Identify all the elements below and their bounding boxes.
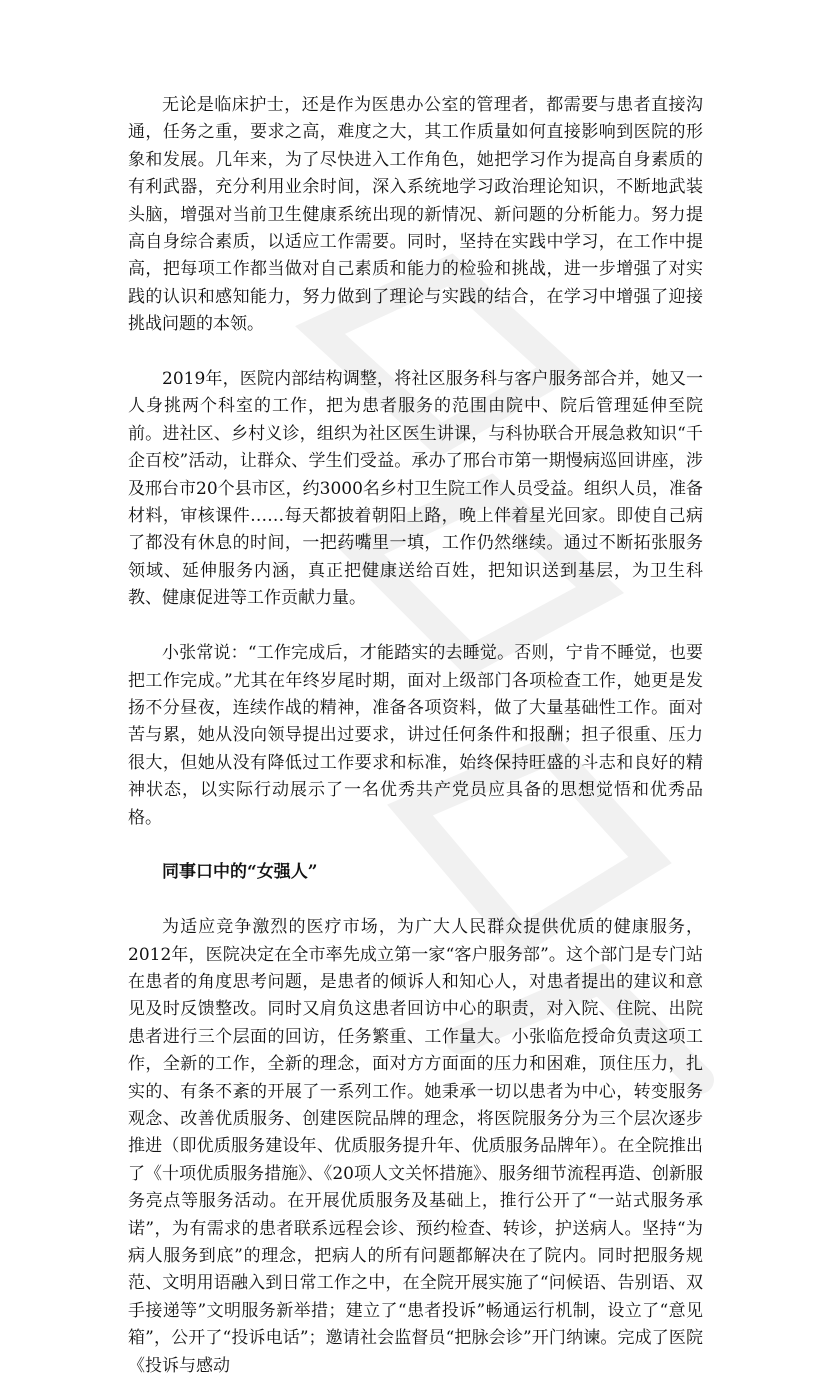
document-body [128,92,703,1380]
paragraph-dedication: 小张常说：“工作完成后，才能踏实的去睡觉。否则，宁肯不睡觉，也要把工作完成。”尤其在年终岁尾时期，面对上级部门各项检查工作，她更是发扬不分昼夜，连续作战的精神，准备各项资料，做了大量基础性工作。面对苦与累，她从没向领导提出过要求，讲过任何条件和报酬；担子很重、压力很大，但她从没有降低过工作要求和标准，始终保持旺盛的斗志和良好的精神状态，以实际行动展示了一名优秀共产党员应具备的思想觉悟和优秀品格。 [128,643,703,828]
paragraph-customer-service: 为适应竞争激烈的医疗市场，为广大人民群众提供优质的健康服务，2012年，医院决定在全市率先成立第一家“客户服务部”。这个部门是专门站在患者的角度思考问题，是患者的倾诉人和知心人，对患者提出的建议和意见及时反馈整改。同时又肩负这患者回访中心的职责，对入院、住院、出院患者进行三个层面的回访，任务繁重、工作量大。小张临危授命负责这项工作，全新的工作，全新的理念，面对方方面面的压力和困难，顶住压力，扎实的、有条不紊的开展了一系列工作。她秉承一切以患者为中心，转变服务观念、改善优质服务、创建医院品牌的理念，将医院服务分为三个层次逐步推进（即优质服务建设年、优质服务提升年、优质服务品牌年）。在全院推出了《十项优质服务措施》、《20项人文关怀措施》、服务细节流程再造、创新服务亮点等服务活动。在开展优质服务及基础上，推行公开了“一站式服务承诺”，为有需求的患者联系远程会诊、预约检查、转诊，护送病人。坚持“为病人服务到底”的理念，把病人的所有问题都解决在了院内。同时把服务规范、文明用语融入到日常工作之中，在全院开展实施了“问候语、告别语、双手接递等”文明服务新举措；建立了“患者投诉”畅通运行机制，设立了“意见箱”，公开了“投诉电话”；邀请社会监督员“把脉会诊”开门纳谏。完成了医院《投诉与感动 [128,917,703,1376]
paragraph-2019: 2019年，医院内部结构调整，将社区服务科与客户服务部合并，她又一人身挑两个科室的工作，把为患者服务的范围由院中、院后管理延伸至院前。进社区、乡村义诊，组织为社区医生讲课，与科协联合开展急救知识“千企百校”活动，让群众、学生们受益。承办了邢台市第一期慢病巡回讲座，涉及邢台市20个县市区，约3000名乡村卫生院工作人员受益。组织人员，准备材料，审核课件……每天都披着朝阳上路，晚上伴着星光回家。即使自己病了都没有休息的时间，一把药嘴里一填，工作仍然继续。通过不断拓张服务领域、延伸服务内涵，真正把健康送给百姓，把知识送到基层，为卫生科教、健康促进等工作贡献力量。 [128,369,703,609]
paragraph-study: 无论是临床护士，还是作为医患办公室的管理者，都需要与患者直接沟通，任务之重，要求之高，难度之大，其工作质量如何直接影响到医院的形象和发展。几年来，为了尽快进入工作角色，她把学习作为提高自身素质的有利武器，充分利用业余时间，深入系统地学习政治理论知识，不断地武装头脑，增强对当前卫生健康系统出现的新情况、新问题的分析能力。努力提高自身综合素质，以适应工作需要。同时，坚持在实践中学习，在工作中提高，把每项工作都当做对自己素质和能力的检验和挑战，进一步增强了对实践的认识和感知能力，努力做到了理论与实践的结合，在学习中增强了迎接挑战问题的本领。 [128,95,703,335]
section-heading: 同事口中的“女强人” [162,862,318,883]
